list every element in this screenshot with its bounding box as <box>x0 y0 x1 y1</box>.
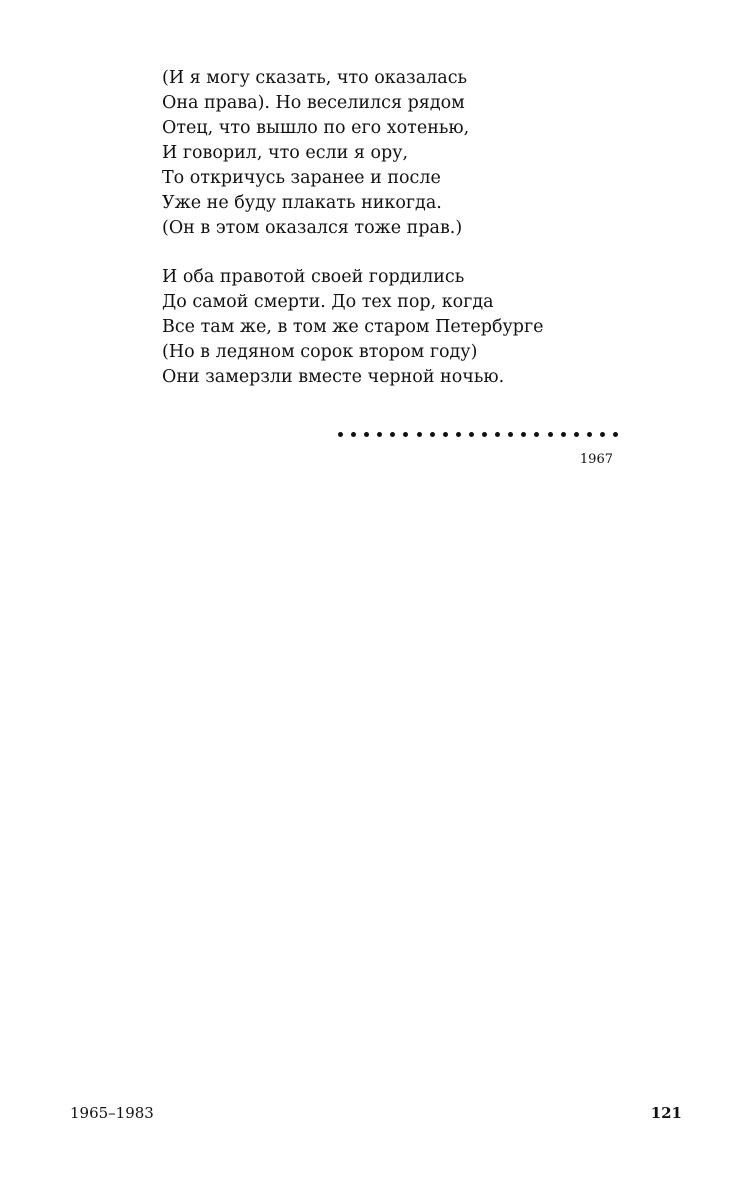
divider-dot <box>521 432 526 437</box>
divider-dot <box>561 432 566 437</box>
poem-line: И говорил, что если я ору, <box>162 143 409 163</box>
divider-dot <box>508 432 513 437</box>
divider-dot <box>417 432 422 437</box>
divider-dot <box>338 432 343 437</box>
divider-dot <box>495 432 500 437</box>
poem-line: Уже не буду плакать никогда. <box>162 193 442 213</box>
poem-line: (Он в этом оказался тоже прав.) <box>162 218 463 238</box>
poem <box>162 66 632 390</box>
divider-dot <box>377 432 382 437</box>
divider-dot <box>469 432 474 437</box>
divider-dot <box>390 432 395 437</box>
stanza <box>162 265 632 390</box>
poem-line: (И я могу сказать, что оказалась <box>162 68 468 88</box>
page-number: 121 <box>650 1104 682 1122</box>
divider-dot <box>574 432 579 437</box>
poem-line: Она права). Но веселился рядом <box>162 93 465 113</box>
divider-dot <box>443 432 448 437</box>
poem-line: Они замерзли вместе черной ночью. <box>162 367 505 387</box>
poem-line: То откричусь заранее и после <box>162 168 441 188</box>
divider-dot <box>456 432 461 437</box>
poem-line: До самой смерти. До тех пор, когда <box>162 292 494 312</box>
divider-dot <box>613 432 618 437</box>
divider-dot <box>534 432 539 437</box>
divider-dot <box>351 432 356 437</box>
poem-line: Все там же, в том же старом Петербурге <box>162 317 544 337</box>
running-footer-years: 1965–1983 <box>70 1104 154 1122</box>
poem-line: И оба правотой своей гордились <box>162 267 465 287</box>
divider-dot <box>548 432 553 437</box>
divider-dot <box>587 432 592 437</box>
divider-dot <box>403 432 408 437</box>
poem-line: Отец, что вышло по его хотенью, <box>162 118 470 138</box>
divider-dot <box>364 432 369 437</box>
divider-dot <box>482 432 487 437</box>
stanza <box>162 66 632 241</box>
divider-dot <box>600 432 605 437</box>
dotted-divider <box>338 428 618 440</box>
divider-dot <box>430 432 435 437</box>
poem-date: 1967 <box>579 452 613 467</box>
poem-line: (Но в ледяном сорок втором году) <box>162 342 478 362</box>
